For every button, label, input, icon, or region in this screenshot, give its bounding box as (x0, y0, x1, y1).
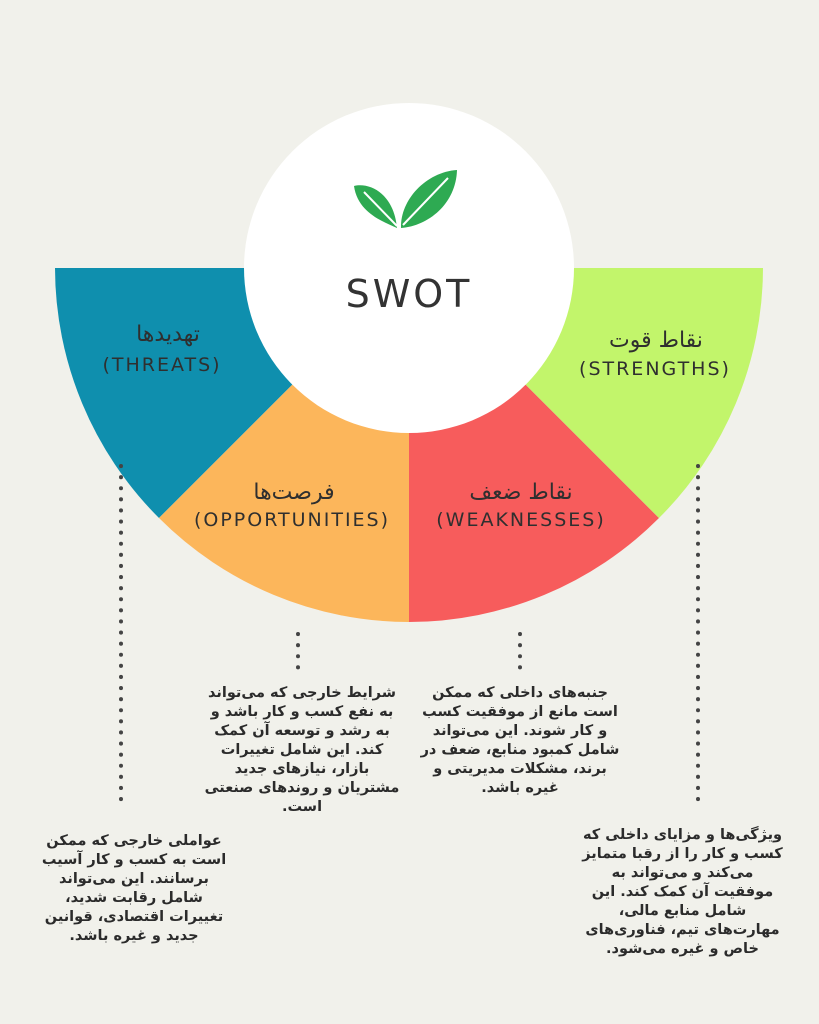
threats-label-en: (THREATS) (102, 354, 222, 376)
strengths-label-fa: نقاط قوت (609, 328, 703, 353)
strengths-label-en: (STRENGTHS) (579, 358, 731, 380)
weaknesses-description: جنبه‌های داخلی که ممکن است مانع از موفقیت کسب و کار شوند. این می‌تواند شامل کمبود منابع، ضعف در برند، مشکلات مدیریتی و غیره باشد. (420, 685, 620, 796)
threats-label-fa: تهدیدها (136, 322, 200, 347)
diagram-title: SWOT (345, 272, 473, 316)
strengths-description: ویژگی‌ها و مزایای داخلی که کسب و کار را از رقبا متمایز می‌کند و می‌تواند به موفقیت آن کمک کند. این شامل منابع مالی، مهارت‌های تیم، فناوری‌های خاص و غیره می‌شود. (582, 827, 783, 957)
weaknesses-label-fa: نقاط ضعف (469, 480, 573, 505)
weaknesses-label-en: (WEAKNESSES) (436, 509, 606, 531)
center-circle (244, 103, 574, 433)
opportunities-description: شرایط خارجی که می‌تواند به نفع کسب و کار باشد و به رشد و توسعه آن کمک کند. این شامل تغییرات بازار، نیازهای جدید مشتریان و روندهای صنعتی است. (204, 685, 400, 815)
threats-description: عواملی خارجی که ممکن است به کسب و کار آسیب برسانند. این می‌تواند شامل رقابت شدید، تغییرات اقتصادی، قوانین جدید و غیره باشد. (41, 833, 227, 944)
opportunities-label-en: (OPPORTUNITIES) (193, 509, 391, 531)
opportunities-label-fa: فرصت‌ها (253, 480, 335, 505)
